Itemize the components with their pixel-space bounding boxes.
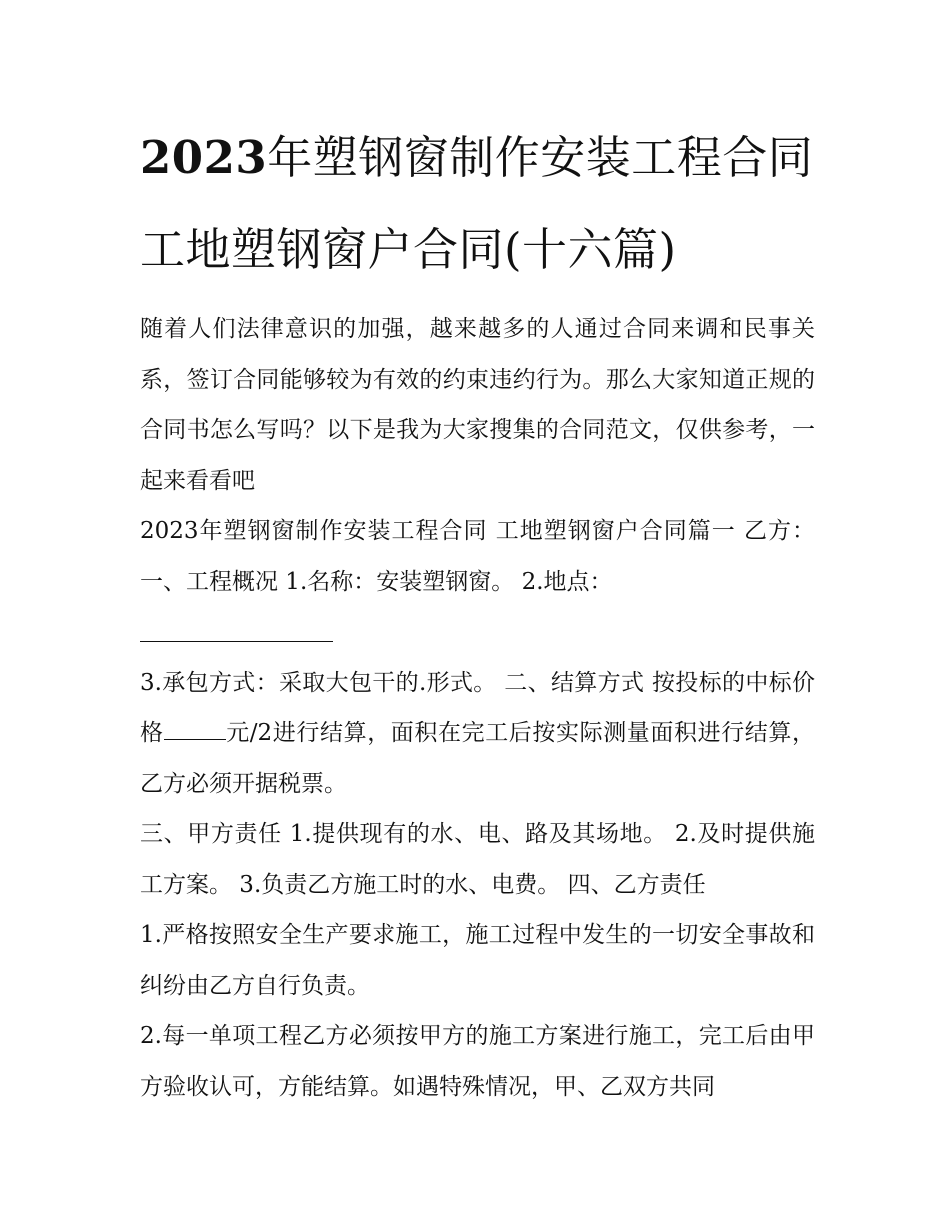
location-underline	[140, 641, 333, 642]
party-b-duty-2-paragraph: 2.每一单项工程乙方必须按甲方的施工方案进行施工，完工后由甲方验收认可，方能结算。如遇特殊情况，甲、乙双方共同	[140, 1023, 815, 1100]
title-year: 2023	[140, 131, 268, 184]
title-text: 年塑钢窗制作安装工程合同 工地塑钢窗户合同(十六篇)	[140, 131, 814, 276]
settlement-text-after: 元/2进行结算，面积在完工后按实际测量面积进行结算，乙方必须开据税票。	[140, 720, 816, 797]
document-title	[140, 112, 815, 296]
settlement-text-before: 3.承包方式：采取大包干的.形式。 二、结算方式 按投标的中标价格	[140, 669, 815, 746]
settlement-paragraph	[140, 658, 815, 810]
location-blank-line	[140, 607, 815, 658]
intro-paragraph: 随着人们法律意识的加强，越来越多的人通过合同来调和民事关系，签订合同能够较为有效的约束违约行为。那么大家知道正规的合同书怎么写吗？以下是我为大家搜集的合同范文，仅供参考，一起来看看吧	[140, 316, 815, 494]
party-b-duty-1-paragraph: 1.严格按照安全生产要求施工，施工过程中发生的一切安全事故和纠纷由乙方自行负责。	[140, 922, 815, 999]
price-blank	[164, 721, 226, 740]
document-page	[140, 112, 815, 1112]
party-a-duties-paragraph: 三、甲方责任 1.提供现有的水、电、路及其场地。 2.及时提供施工方案。 3.负责乙方施工时的水、电费。 四、乙方责任	[140, 821, 815, 898]
section-heading-paragraph: 2023年塑钢窗制作安装工程合同 工地塑钢窗户合同篇一 乙方： 一、工程概况 1.名称：安装塑钢窗。 2.地点：	[140, 518, 815, 595]
